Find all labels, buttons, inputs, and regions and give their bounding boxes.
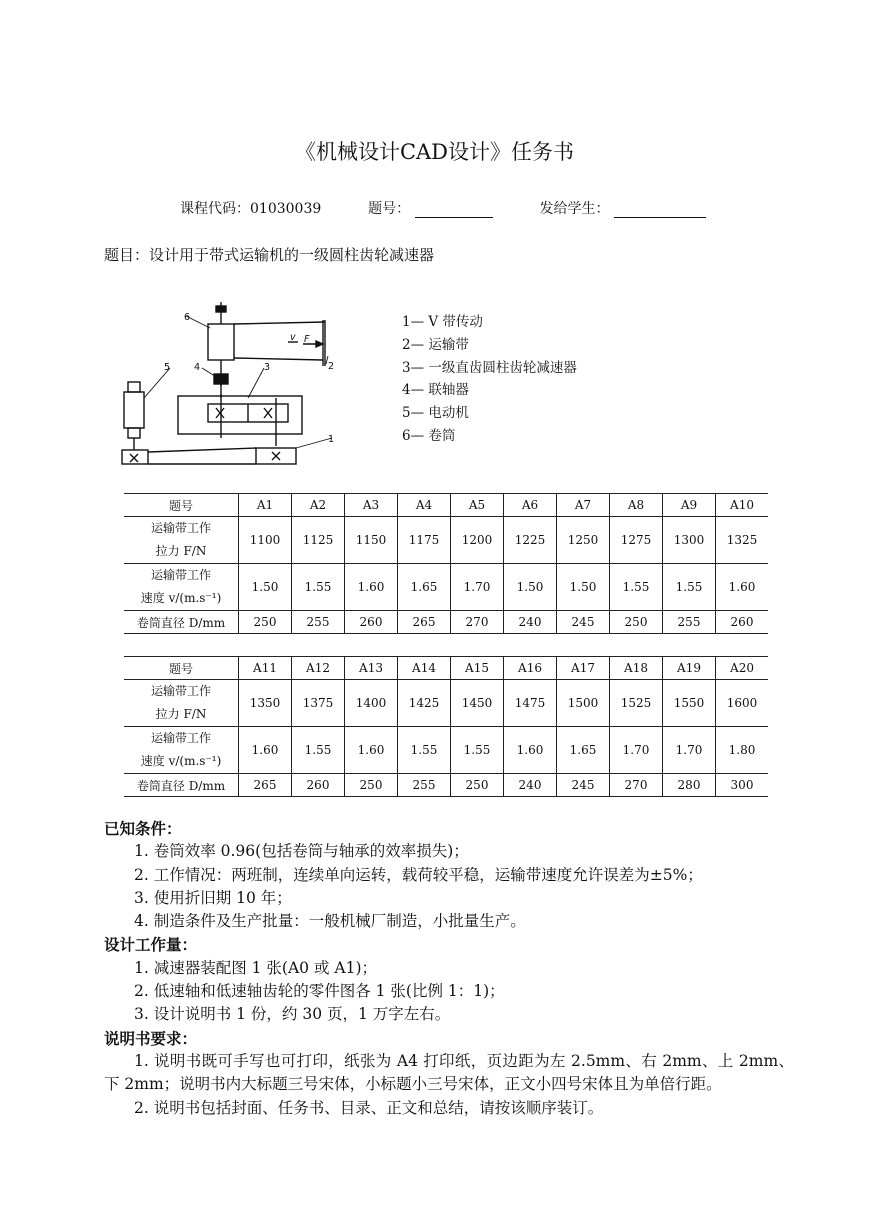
speed-cell: 1.70 <box>663 727 716 774</box>
table-row <box>124 564 768 611</box>
speed-cell: 1.70 <box>610 727 663 774</box>
topic-code-cell: A7 <box>557 494 610 517</box>
force-cell: 1200 <box>451 517 504 564</box>
topic-code-cell: A6 <box>504 494 557 517</box>
row-header-speed-line-2: 速度 v/(m.s⁻¹) <box>140 591 222 605</box>
topic-code-cell: A9 <box>663 494 716 517</box>
speed-cell: 1.65 <box>398 564 451 611</box>
diameter-cell: 250 <box>345 774 398 797</box>
diameter-cell: 300 <box>716 774 769 797</box>
speed-cell: 1.55 <box>663 564 716 611</box>
force-cell: 1250 <box>557 517 610 564</box>
force-cell: 1125 <box>292 517 345 564</box>
row-header-force <box>124 680 239 727</box>
table-row <box>124 517 768 564</box>
diameter-cell: 245 <box>557 611 610 634</box>
workload-heading: 设计工作量： <box>104 935 198 955</box>
condition-item: 1. 卷筒效率 0.96(包括卷筒与轴承的效率损失)； <box>134 842 469 861</box>
design-topic: 题目：设计用于带式运输机的一级圆柱齿轮减速器 <box>104 246 435 264</box>
topic-code-cell: A3 <box>345 494 398 517</box>
table-row <box>124 494 768 517</box>
student-blank <box>614 203 706 218</box>
topic-code-cell: A15 <box>451 657 504 680</box>
speed-cell: 1.60 <box>345 564 398 611</box>
force-cell: 1375 <box>292 680 345 727</box>
speed-cell: 1.60 <box>716 564 769 611</box>
row-header-topic-no: 题号 <box>124 657 239 680</box>
force-cell: 1500 <box>557 680 610 727</box>
diameter-cell: 250 <box>610 611 663 634</box>
diameter-cell: 260 <box>292 774 345 797</box>
parameter-table-2 <box>124 656 768 797</box>
diameter-cell: 245 <box>557 774 610 797</box>
speed-cell: 1.70 <box>451 564 504 611</box>
topic-no-label: 题号： <box>368 201 411 217</box>
diameter-cell: 270 <box>610 774 663 797</box>
force-cell: 1150 <box>345 517 398 564</box>
topic-code-cell: A19 <box>663 657 716 680</box>
row-header-speed <box>124 727 239 774</box>
diagram-label-3: 3 <box>264 362 271 373</box>
topic-code-cell: A2 <box>292 494 345 517</box>
legend-item: 2— 运输带 <box>402 336 469 353</box>
force-cell: 1525 <box>610 680 663 727</box>
course-meta <box>180 198 706 218</box>
topic-code-cell: A8 <box>610 494 663 517</box>
row-header-diameter: 卷筒直径 D/mm <box>124 611 239 634</box>
condition-item: 2. 工作情况：两班制，连续单向运转，载荷较平稳，运输带速度允许误差为±5%； <box>134 865 703 884</box>
workload-item: 2. 低速轴和低速轴齿轮的零件图各 1 张(比例 1：1)； <box>134 982 505 1001</box>
document-title: 《机械设计CAD设计》任务书 <box>294 140 575 164</box>
diameter-cell: 280 <box>663 774 716 797</box>
table-row <box>124 657 768 680</box>
legend-item: 1— V 带传动 <box>402 314 483 330</box>
topic-code-cell: A13 <box>345 657 398 680</box>
speed-cell: 1.50 <box>239 564 292 611</box>
row-header-speed-line-2: 速度 v/(m.s⁻¹) <box>140 754 222 768</box>
manual-requirement-item: 1. 说明书既可手写也可打印，纸张为 A4 打印纸，页边距为左 2.5mm、右 2mm、上 2mm、下 2mm；说明书内大标题三号宋体，小标题小三号宋体，正文小四号宋体且为单倍行距。 <box>104 1051 794 1094</box>
force-cell: 1600 <box>716 680 769 727</box>
diameter-cell: 265 <box>239 774 292 797</box>
force-cell: 1400 <box>345 680 398 727</box>
workload-item: 3. 设计说明书 1 份，约 30 页，1 万字左右。 <box>134 1005 451 1024</box>
manual-requirement-item: 2. 说明书包括封面、任务书、目录、正文和总结，请按该顺序装订。 <box>134 1098 604 1117</box>
diagram-label-force: F <box>304 334 310 345</box>
topic-code-cell: A12 <box>292 657 345 680</box>
topic-code-cell: A1 <box>239 494 292 517</box>
row-header-topic-no: 题号 <box>124 494 239 517</box>
row-header-force-line-1: 运输带工作 <box>150 521 211 535</box>
diameter-cell: 260 <box>345 611 398 634</box>
topic-code-cell: A11 <box>239 657 292 680</box>
table-row <box>124 727 768 774</box>
legend-item: 5— 电动机 <box>402 405 469 422</box>
row-header-force-line-2: 拉力 F/N <box>155 707 207 721</box>
row-header-speed-line-1: 运输带工作 <box>150 731 211 745</box>
force-cell: 1225 <box>504 517 557 564</box>
speed-cell: 1.50 <box>557 564 610 611</box>
condition-item: 4. 制造条件及生产批量：一般机械厂制造，小批量生产。 <box>134 912 526 931</box>
table-row <box>124 680 768 727</box>
speed-cell: 1.55 <box>292 564 345 611</box>
force-cell: 1300 <box>663 517 716 564</box>
topic-no-blank <box>415 203 493 218</box>
diagram-label-1: 1 <box>328 434 335 445</box>
diameter-cell: 255 <box>663 611 716 634</box>
workload-item: 1. 减速器装配图 1 张(A0 或 A1)； <box>134 958 377 977</box>
diameter-cell: 255 <box>292 611 345 634</box>
topic-code-cell: A16 <box>504 657 557 680</box>
force-cell: 1100 <box>239 517 292 564</box>
topic-code-cell: A14 <box>398 657 451 680</box>
diameter-cell: 250 <box>239 611 292 634</box>
transmission-diagram <box>118 298 348 470</box>
speed-cell: 1.65 <box>557 727 610 774</box>
force-cell: 1550 <box>663 680 716 727</box>
speed-cell: 1.50 <box>504 564 557 611</box>
speed-cell: 1.60 <box>345 727 398 774</box>
speed-cell: 1.55 <box>451 727 504 774</box>
diagram-legend <box>402 311 577 448</box>
diagram-label-5: 5 <box>164 362 171 373</box>
row-header-diameter: 卷筒直径 D/mm <box>124 774 239 797</box>
row-header-speed-line-1: 运输带工作 <box>150 568 211 582</box>
force-cell: 1275 <box>610 517 663 564</box>
topic-code-cell: A5 <box>451 494 504 517</box>
table-row <box>124 774 768 797</box>
diameter-cell: 250 <box>451 774 504 797</box>
row-header-force-line-1: 运输带工作 <box>150 684 211 698</box>
diagram-label-4: 4 <box>194 362 201 373</box>
force-cell: 1175 <box>398 517 451 564</box>
row-header-speed <box>124 564 239 611</box>
diameter-cell: 255 <box>398 774 451 797</box>
diameter-cell: 260 <box>716 611 769 634</box>
topic-code-cell: A4 <box>398 494 451 517</box>
legend-item: 6— 卷筒 <box>402 427 456 444</box>
condition-item: 3. 使用折旧期 10 年； <box>134 888 292 907</box>
speed-cell: 1.55 <box>610 564 663 611</box>
topic-code-cell: A17 <box>557 657 610 680</box>
diameter-cell: 240 <box>504 774 557 797</box>
student-label: 发给学生： <box>539 201 610 217</box>
speed-cell: 1.60 <box>239 727 292 774</box>
speed-cell: 1.60 <box>504 727 557 774</box>
force-cell: 1325 <box>716 517 769 564</box>
topic-code-cell: A20 <box>716 657 769 680</box>
topic-code-cell: A18 <box>610 657 663 680</box>
force-cell: 1350 <box>239 680 292 727</box>
manual-requirements-heading: 说明书要求： <box>104 1028 198 1048</box>
diameter-cell: 265 <box>398 611 451 634</box>
diagram-label-6: 6 <box>184 312 191 323</box>
speed-cell: 1.80 <box>716 727 769 774</box>
force-cell: 1425 <box>398 680 451 727</box>
diameter-cell: 270 <box>451 611 504 634</box>
legend-item: 4— 联轴器 <box>402 382 469 399</box>
parameter-table-1 <box>124 493 768 634</box>
diagram-label-2: 2 <box>328 361 335 372</box>
speed-cell: 1.55 <box>398 727 451 774</box>
speed-cell: 1.55 <box>292 727 345 774</box>
force-cell: 1450 <box>451 680 504 727</box>
topic-code-cell: A10 <box>716 494 769 517</box>
row-header-force <box>124 517 239 564</box>
diameter-cell: 240 <box>504 611 557 634</box>
table-row <box>124 611 768 634</box>
requirements-body <box>104 817 794 1120</box>
legend-item: 3— 一级直齿圆柱齿轮减速器 <box>402 359 577 376</box>
conditions-heading: 已知条件： <box>104 819 182 838</box>
drum-shape <box>208 324 234 360</box>
diagram-label-velocity: v <box>290 332 296 343</box>
row-header-force-line-2: 拉力 F/N <box>155 544 207 558</box>
course-code: 课程代码：01030039 <box>180 201 322 217</box>
force-cell: 1475 <box>504 680 557 727</box>
